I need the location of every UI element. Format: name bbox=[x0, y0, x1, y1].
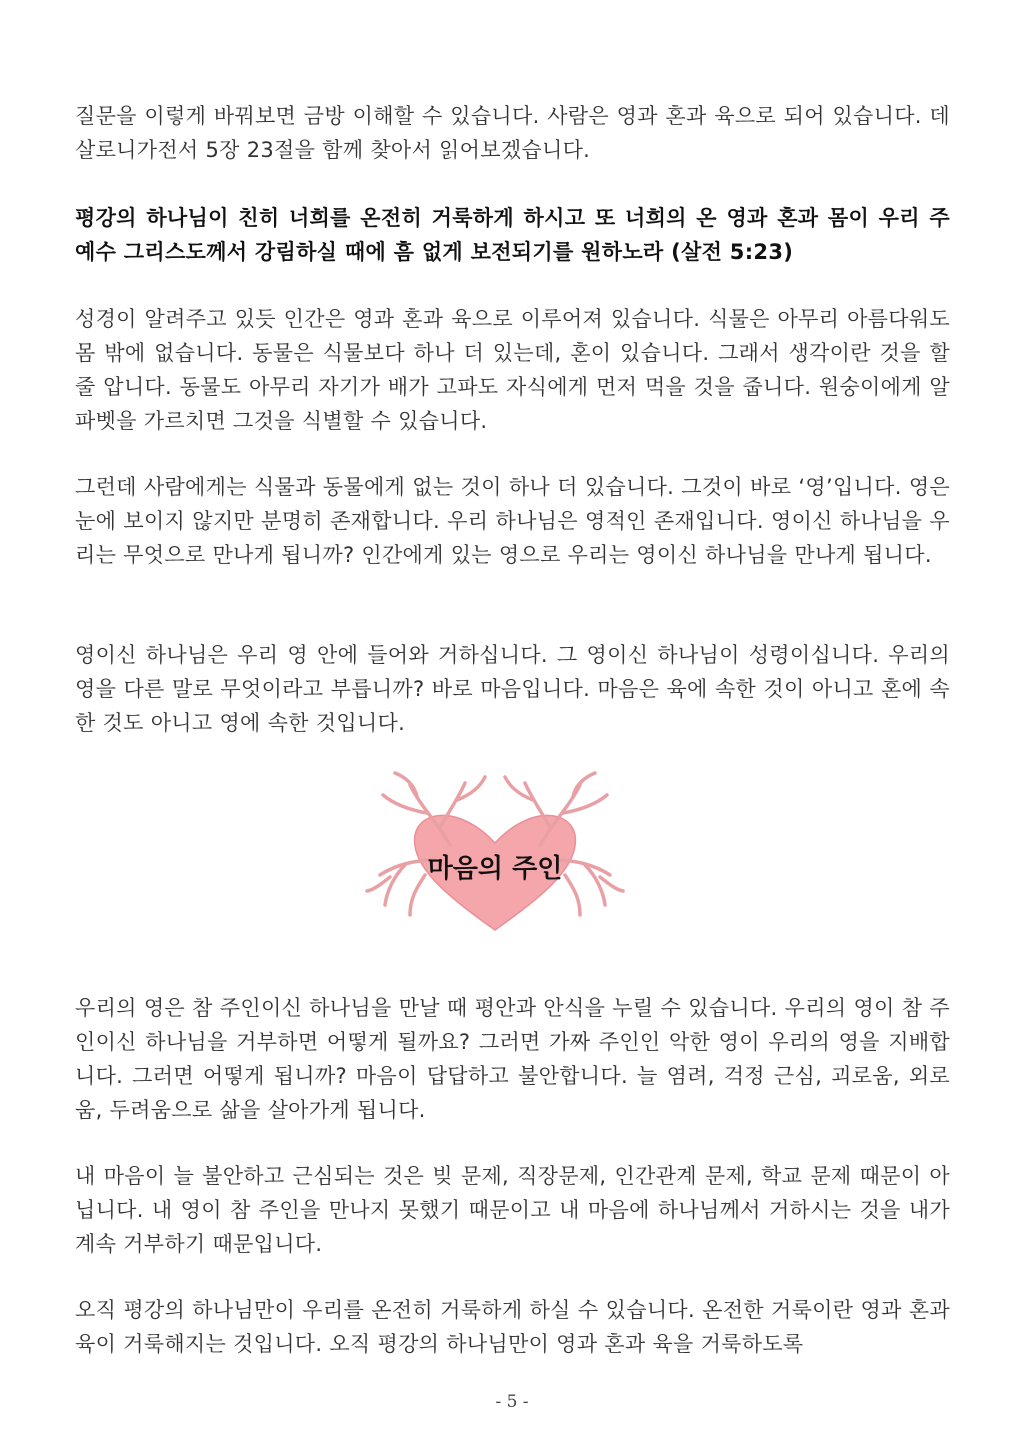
paragraph-spirit: 그런데 사람에게는 식물과 동물에게 없는 것이 하나 더 있습니다. 그것이 바로 ‘영’입니다. 영은 눈에 보이지 않지만 분명히 존재합니다. 우리 하나님은 영적인 존재입니다. 영이신 하나님을 우리는 무엇으로 만나게 됩니까? 인간에게 있는 영으로 우리는 영이신 하나님을 만나게 됩니다. bbox=[75, 475, 950, 567]
figure-caption: 마음의 주인 bbox=[427, 854, 563, 884]
paragraph-human-nature: 성경이 알려주고 있듯 인간은 영과 혼과 육으로 이루어져 있습니다. 식물은 아무리 아름다워도 몸 밖에 없습니다. 동물은 식물보다 하나 더 있는데, 혼이 있습니다. 그래서 생각이란 것을 할 줄 압니다. 동물도 아무리 자기가 배가 고파도 자식에게 먼저 먹을 것을 줍니다. 원숭이에게 알파벳을 가르치면 그것을 식별할 수 있습니다. bbox=[75, 307, 950, 433]
paragraph-anxiety: 내 마음이 늘 불안하고 근심되는 것은 빚 문제, 직장문제, 인간관계 문제, 학교 문제 때문이 아닙니다. 내 영이 참 주인을 만나지 못했기 때문이고 내 마음에 하나님께서 거하시는 것을 내가 계속 거부하기 때문입니다. bbox=[75, 1164, 950, 1256]
heart-illustration bbox=[365, 765, 625, 945]
paragraph-holiness: 오직 평강의 하나님만이 우리를 온전히 거룩하게 하실 수 있습니다. 온전한 거룩이란 영과 혼과 육이 거룩해지는 것입니다. 오직 평강의 하나님만이 영과 혼과 육을 거룩하도록 bbox=[75, 1298, 950, 1356]
scripture-quote: 평강의 하나님이 친히 너희를 온전히 거룩하게 하시고 또 너희의 온 영과 혼과 몸이 우리 주 예수 그리스도께서 강림하실 때에 흠 없게 보전되기를 원하노라 (살전 5:23) bbox=[75, 206, 950, 264]
heart-with-branches-icon bbox=[365, 765, 625, 945]
paragraph-heart: 영이신 하나님은 우리 영 안에 들어와 거하십니다. 그 영이신 하나님이 성령이십니다. 우리의 영을 다른 말로 무엇이라고 부릅니까? 바로 마음입니다. 마음은 육에 속한 것이 아니고 혼에 속한 것도 아니고 영에 속한 것입니다. bbox=[75, 643, 950, 735]
paragraph-intro: 질문을 이렇게 바꿔보면 금방 이해할 수 있습니다. 사람은 영과 혼과 육으로 되어 있습니다. 데살로니가전서 5장 23절을 함께 찾아서 읽어보겠습니다. bbox=[75, 104, 950, 162]
page-number: - 5 - bbox=[495, 1392, 529, 1412]
paragraph-true-master: 우리의 영은 참 주인이신 하나님을 만날 때 평안과 안식을 누릴 수 있습니다. 우리의 영이 참 주인이신 하나님을 거부하면 어떻게 될까요? 그러면 가짜 주인인 악한 영이 우리의 영을 지배합니다. 그러면 어떻게 됩니까? 마음이 답답하고 불안합니다. 늘 염려, 걱정 근심, 괴로움, 외로움, 두려움으로 삶을 살아가게 됩니다. bbox=[75, 996, 950, 1122]
